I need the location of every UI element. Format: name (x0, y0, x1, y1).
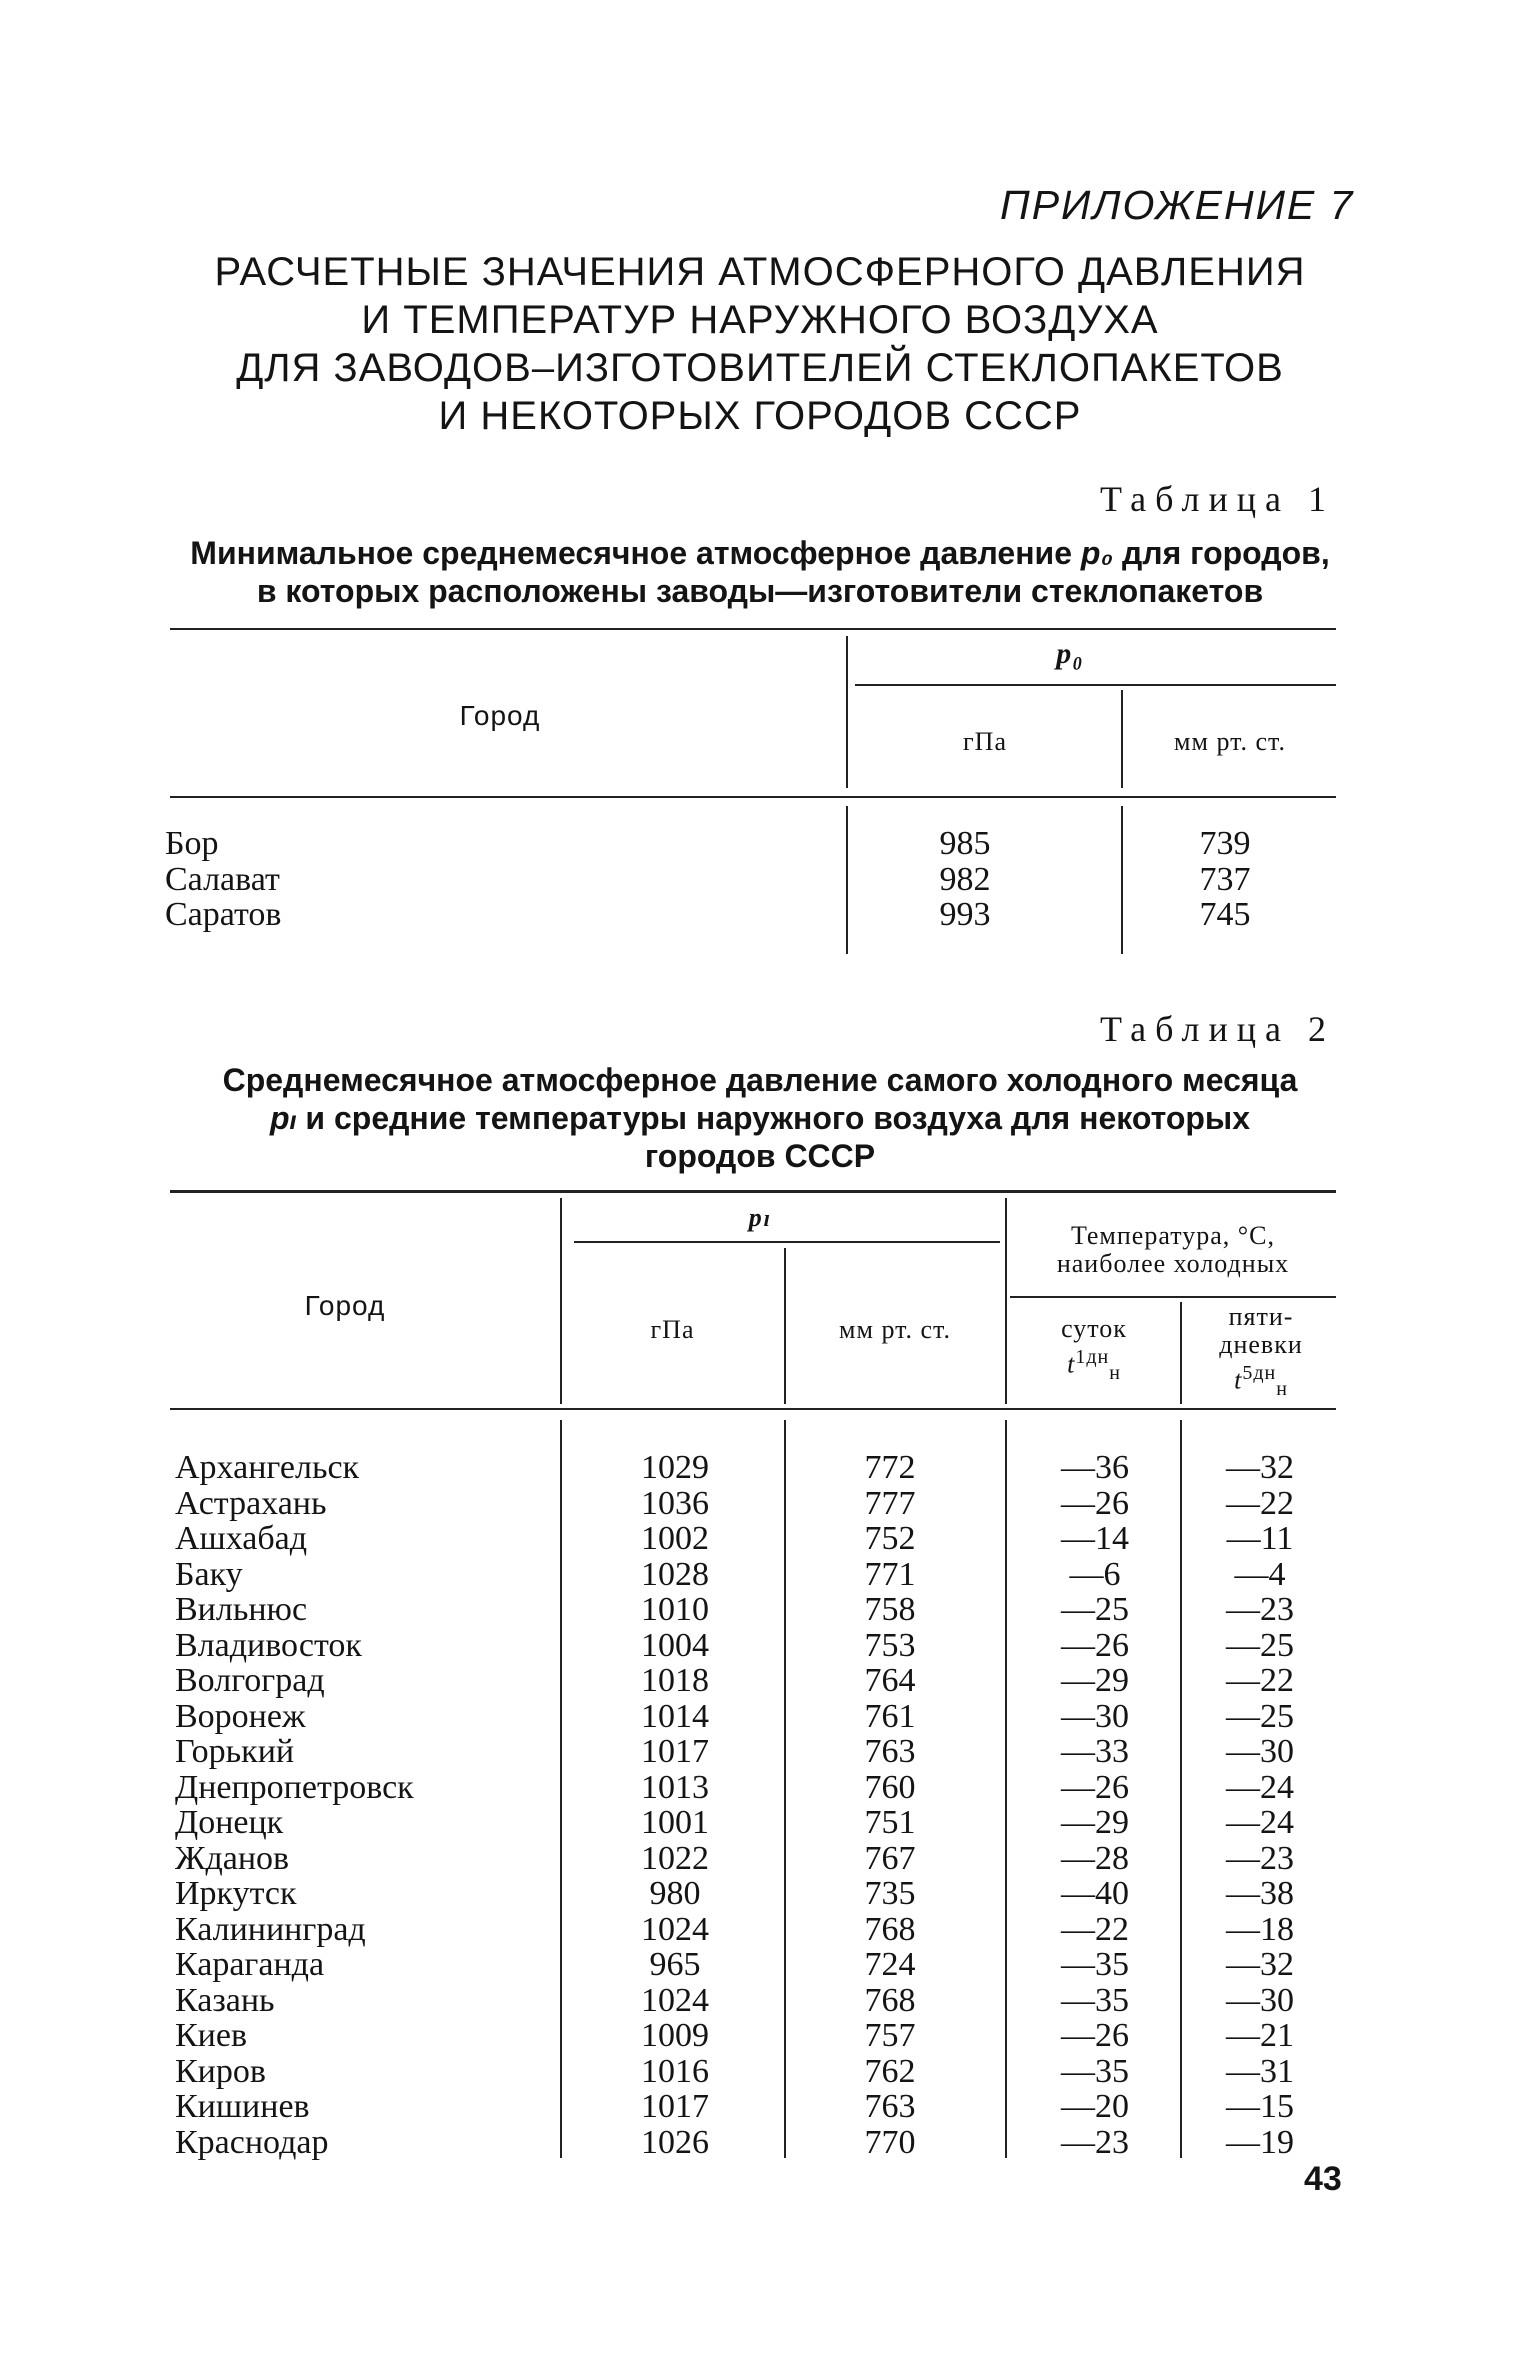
table2-caption (160, 1061, 1360, 1175)
table2-row-tday: —29 (1061, 1804, 1129, 1841)
table2-divider-temp (1005, 1198, 1007, 1404)
table2-mmhg-column (820, 1450, 960, 2160)
title-line-3: ДЛЯ ЗАВОДОВ–ИЗГОТОВИТЕЛЕЙ СТЕКЛОПАКЕТОВ (236, 346, 1284, 390)
title-line-2: И ТЕМПЕРАТУР НАРУЖНОГО ВОЗДУХА (361, 298, 1159, 342)
table2-row-t5day: —11 (1226, 1520, 1294, 1557)
table2-t5day-column (1195, 1450, 1325, 2160)
table2-row-t5day: —22 (1226, 1484, 1294, 1522)
table2-header-fiveday-line2: дневки (1219, 1330, 1303, 1359)
table2-header-fiveday-line1: пяти- (1228, 1302, 1294, 1331)
table2-tday-column (1030, 1450, 1160, 2160)
table2-row-city: Владивосток (175, 1626, 362, 1664)
table1-row-city: Бор (165, 825, 219, 862)
table2-row-t5day: —30 (1226, 1733, 1294, 1770)
table2-row-tday: —26 (1061, 2017, 1129, 2054)
table2-row-hpa: 1004 (641, 1626, 709, 1664)
table2-header-fiveday-symbol: t (1234, 1365, 1243, 1395)
table2-row-mmhg: 763 (864, 2088, 916, 2125)
table2-label: Таблица 2 (1100, 1009, 1335, 1049)
table1-row-hpa: 982 (939, 860, 991, 898)
table1-body-divider-city (846, 806, 848, 954)
table1-header-rule (170, 796, 1336, 798)
table2-row-mmhg: 770 (864, 2123, 916, 2161)
table2-header-fiveday (1186, 1303, 1336, 1403)
title-line-1: РАСЧЕТНЫЕ ЗНАЧЕНИЯ АТМОСФЕРНОГО ДАВЛЕНИЯ (214, 250, 1306, 294)
table1-mmhg-column (1160, 826, 1290, 933)
table2-hpa-column (605, 1450, 745, 2160)
table1-label: Таблица 1 (1100, 479, 1335, 519)
table2-row-city: Днепропетровск (175, 1768, 414, 1806)
appendix-label: ПРИЛОЖЕНИЕ 7 (1000, 182, 1355, 228)
table2-header-rule (170, 1408, 1336, 1410)
table2-top-rule (170, 1190, 1336, 1193)
table2-row-t5day: —23 (1226, 1839, 1294, 1877)
table2-row-hpa: 1016 (641, 2052, 709, 2090)
table1-divider-units (1121, 690, 1123, 788)
table2-row-hpa: 1002 (641, 1520, 709, 1557)
table2-row-mmhg: 758 (864, 1591, 916, 1628)
table1-city-column (165, 826, 281, 933)
table1-p0-rule (855, 684, 1336, 686)
table2-row-tday: —35 (1061, 1946, 1129, 1983)
table2-row-mmhg: 760 (864, 1768, 916, 1806)
table2-row-t5day: —4 (1234, 1555, 1286, 1593)
table2-header-fiveday-sub: н (1276, 1377, 1288, 1400)
table1-row-city: Салават (165, 860, 280, 898)
table2-row-t5day: —21 (1226, 2017, 1294, 2054)
table2-row-tday: —25 (1061, 1591, 1129, 1628)
table2-row-tday: —33 (1061, 1733, 1129, 1770)
table1-row-hpa: 993 (939, 896, 991, 933)
table1-hpa-column (900, 826, 1030, 933)
table2-row-tday: —26 (1061, 1484, 1129, 1522)
table1-divider-city (846, 636, 848, 788)
table2-header-days-sup: 1дн (1075, 1346, 1110, 1368)
table2-row-t5day: —24 (1226, 1804, 1294, 1841)
table2-row-hpa: 1036 (641, 1484, 709, 1522)
table2-row-t5day: —23 (1226, 1591, 1294, 1628)
table2-row-hpa: 965 (649, 1946, 701, 1983)
table2-row-t5day: —32 (1226, 1449, 1294, 1486)
table2-row-t5day: —38 (1226, 1875, 1294, 1912)
table2-row-tday: —35 (1061, 2052, 1129, 2090)
table2-row-tday: —29 (1061, 1662, 1129, 1699)
table2-row-hpa: 1017 (641, 2088, 709, 2125)
table2-caption-symbol: pₗ (269, 1100, 297, 1136)
table1-header-p0: p₀ (1056, 637, 1084, 670)
table2-row-city: Волгоград (175, 1662, 325, 1699)
table2-row-hpa: 980 (649, 1875, 701, 1912)
table1-row-mmhg: 745 (1199, 896, 1251, 933)
table2-row-tday: —40 (1061, 1875, 1129, 1912)
table2-city-column (175, 1450, 414, 2160)
table2-row-mmhg: 753 (864, 1626, 916, 1664)
table2-row-mmhg: 768 (864, 1910, 916, 1948)
table2-caption-line3: городов СССР (644, 1138, 876, 1174)
table2-row-mmhg: 735 (864, 1875, 916, 1912)
table2-row-mmhg: 763 (864, 1733, 916, 1770)
table2-row-tday: —14 (1061, 1520, 1129, 1557)
table2-row-mmhg: 752 (864, 1520, 916, 1557)
table2-row-city: Баку (175, 1555, 243, 1593)
table2-header-days-symbol: t (1067, 1349, 1076, 1379)
table2-row-tday: —26 (1061, 1626, 1129, 1664)
table2-row-hpa: 1018 (641, 1662, 709, 1699)
table1-row-hpa: 985 (939, 825, 991, 862)
table2-divider-city (560, 1198, 562, 1404)
table2-row-city: Архангельск (175, 1449, 360, 1486)
table2-row-hpa: 1024 (641, 1910, 709, 1948)
table2-row-mmhg: 771 (864, 1555, 916, 1593)
table1-top-rule (170, 628, 1336, 630)
table2-row-mmhg: 777 (864, 1484, 916, 1522)
table2-temp-rule (1010, 1296, 1336, 1298)
table2-body-divider-pl-units (784, 1420, 786, 2158)
table2-row-hpa: 1026 (641, 2123, 709, 2161)
table2-row-city: Краснодар (175, 2123, 329, 2161)
table2-header-fiveday-sup: 5дн (1242, 1362, 1277, 1384)
table2-row-mmhg: 751 (864, 1804, 916, 1841)
table2-row-hpa: 1029 (641, 1449, 709, 1486)
table2-row-tday: —20 (1061, 2088, 1129, 2125)
title-line-4: И НЕКОТОРЫХ ГОРОДОВ СССР (438, 394, 1082, 438)
table2-row-mmhg: 767 (864, 1839, 916, 1877)
table2-row-city: Ашхабад (175, 1520, 308, 1557)
table2-row-city: Караганда (175, 1946, 325, 1983)
table2-row-t5day: —25 (1226, 1697, 1294, 1735)
table2-row-city: Воронеж (175, 1697, 306, 1735)
table2-row-hpa: 1017 (641, 1733, 709, 1770)
table2-header-temp-line1: Температура, °С, (1070, 1221, 1275, 1250)
table2-row-t5day: —18 (1226, 1910, 1294, 1948)
table2-row-city: Киров (175, 2052, 266, 2090)
table2-row-hpa: 1010 (641, 1591, 709, 1628)
table2-row-tday: —23 (1061, 2123, 1129, 2161)
table2-row-mmhg: 761 (864, 1697, 916, 1735)
table2-row-tday: —36 (1061, 1449, 1129, 1486)
table2-header-fiveday-symbol-group (1186, 1359, 1336, 1403)
table1-row-mmhg: 739 (1199, 825, 1251, 862)
table2-row-city: Донецк (175, 1804, 284, 1841)
table2-body-divider-city (560, 1420, 562, 2158)
table2-body-divider-temp (1005, 1420, 1007, 2158)
table2-row-t5day: —22 (1226, 1662, 1294, 1699)
table2-row-tday: —6 (1069, 1555, 1121, 1593)
table2-row-tday: —30 (1061, 1697, 1129, 1735)
table2-divider-pl-units (784, 1248, 786, 1404)
table2-row-city: Жданов (175, 1839, 290, 1877)
table2-header-mmhg: мм рт. ст. (839, 1315, 951, 1344)
table1-header-city: Город (459, 700, 541, 731)
table2-row-city: Горький (175, 1733, 295, 1770)
table2-row-t5day: —24 (1226, 1768, 1294, 1806)
table2-row-tday: —28 (1061, 1839, 1129, 1877)
table2-header-days-symbol-group (1012, 1343, 1176, 1387)
table2-row-city: Вильнюс (175, 1591, 308, 1628)
table2-header-pl: pₗ (748, 1203, 772, 1232)
table2-header-days-sub: н (1109, 1361, 1121, 1384)
table1-row-city: Саратов (165, 896, 282, 933)
table2-row-hpa: 1001 (641, 1804, 709, 1841)
table2-row-city: Казань (175, 1981, 275, 2019)
table2-header-temp-line2: наиболее холодных (1056, 1249, 1290, 1278)
page-number: 43 (1304, 2160, 1342, 2198)
table2-row-hpa: 1013 (641, 1768, 709, 1806)
table2-row-hpa: 1014 (641, 1697, 709, 1735)
table2-divider-temp-units (1180, 1302, 1182, 1404)
table2-row-city: Калининград (175, 1910, 366, 1948)
table2-row-city: Иркутск (175, 1875, 297, 1912)
table1-body-divider-units (1121, 806, 1123, 954)
table2-row-t5day: —32 (1226, 1946, 1294, 1983)
table2-row-city: Кишинев (175, 2088, 310, 2125)
table2-row-tday: —35 (1061, 1981, 1129, 2019)
table2-row-mmhg: 772 (864, 1449, 916, 1486)
table1-caption-part1: Минимальное среднемесячное атмосферное давление (190, 535, 1081, 571)
table2-row-t5day: —31 (1226, 2052, 1294, 2090)
table1-row-mmhg: 737 (1199, 860, 1251, 898)
table2-header-city: Город (304, 1290, 386, 1321)
table2-row-hpa: 1009 (641, 2017, 709, 2054)
table2-row-hpa: 1024 (641, 1981, 709, 2019)
table2-row-tday: —22 (1061, 1910, 1129, 1948)
table1-caption (160, 534, 1360, 610)
table2-row-t5day: —30 (1226, 1981, 1294, 2019)
table2-row-city: Киев (175, 2017, 248, 2054)
table1-header-hpa: гПа (963, 727, 1007, 756)
table2-row-t5day: —25 (1226, 1626, 1294, 1664)
table2-header-temp (1010, 1222, 1336, 1278)
table1-caption-symbol: p₀ (1080, 535, 1114, 571)
table2-row-city: Астрахань (175, 1484, 327, 1522)
table2-row-hpa: 1028 (641, 1555, 709, 1593)
table2-header-days (1012, 1315, 1176, 1387)
table2-row-t5day: —15 (1226, 2088, 1294, 2125)
table2-row-mmhg: 764 (864, 1662, 916, 1699)
table2-body-divider-temp-units (1180, 1420, 1182, 2158)
table2-row-t5day: —19 (1226, 2123, 1294, 2161)
table2-pl-rule (574, 1241, 1000, 1243)
table1-caption-part2: для городов, (1113, 535, 1330, 571)
table2-row-mmhg: 768 (864, 1981, 916, 2019)
table2-header-hpa: гПа (650, 1315, 695, 1344)
table2-row-tday: —26 (1061, 1768, 1129, 1806)
table1-header-mmhg: мм рт. ст. (1174, 727, 1286, 756)
table2-row-hpa: 1022 (641, 1839, 709, 1877)
table2-caption-line2: и средние температуры наружного воздуха для некоторых (296, 1100, 1251, 1136)
table2-row-mmhg: 724 (864, 1946, 916, 1983)
table2-row-mmhg: 757 (864, 2017, 916, 2054)
table2-header-days-label: суток (1061, 1314, 1127, 1343)
table2-row-mmhg: 762 (864, 2052, 916, 2090)
table2-caption-line1: Среднемесячное атмосферное давление самого холодного месяца (222, 1062, 1298, 1098)
table1-caption-line2: в которых расположены заводы—изготовители стеклопакетов (256, 573, 1264, 609)
